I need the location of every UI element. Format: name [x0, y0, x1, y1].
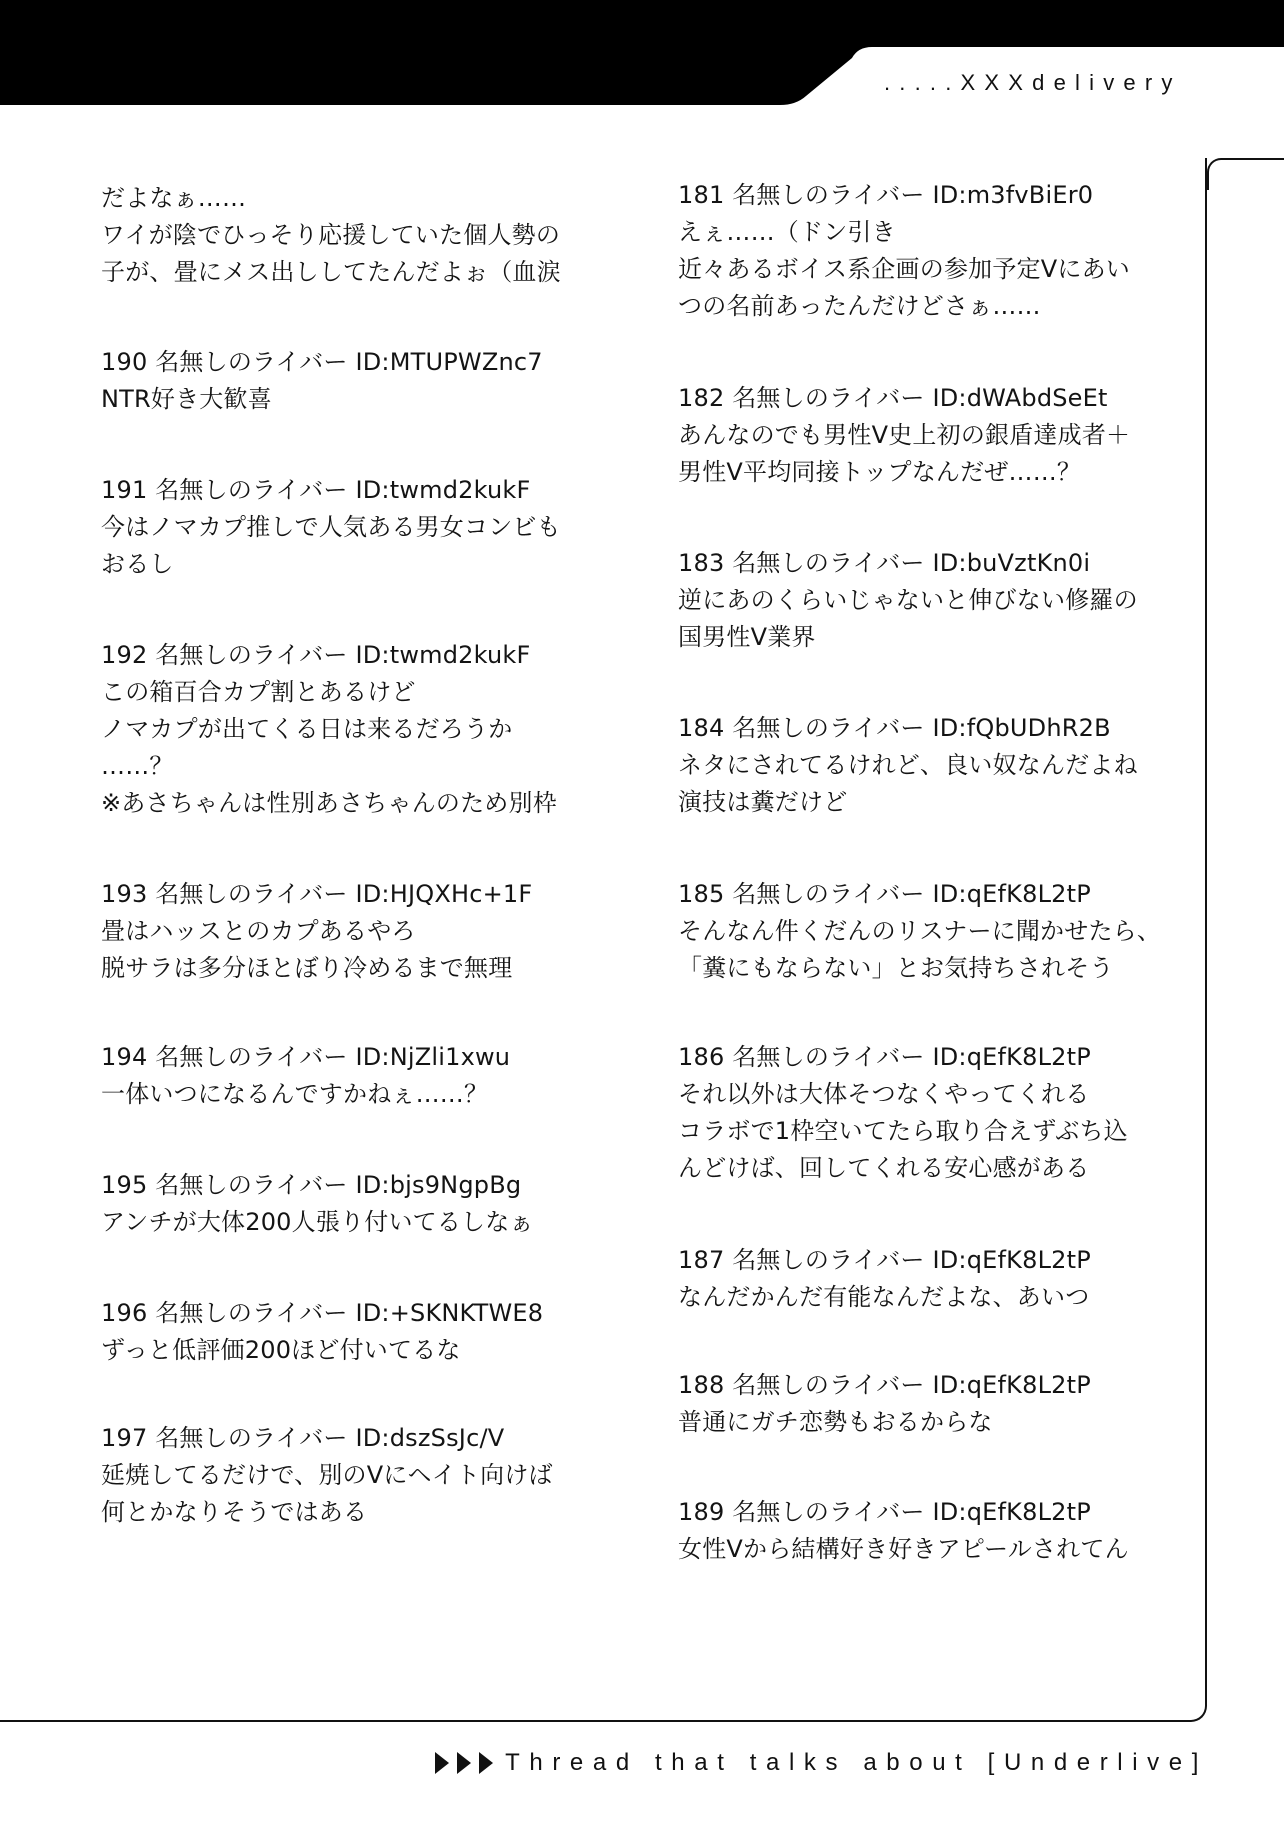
post-body-line: アンチが大体200人張り付いてるしなぁ — [101, 1208, 534, 1236]
running-footer — [424, 1744, 1208, 1782]
post-186 — [678, 1039, 1128, 1187]
post-body-line: ※あさちゃんは性別あさちゃんのため別枠 — [101, 789, 557, 817]
post-header: 191 名無しのライバー ID:twmd2kukF — [101, 476, 531, 504]
post-189 — [678, 1494, 1129, 1568]
post-body-line: 「糞にもならない」とお気持ちされそう — [678, 954, 1114, 982]
post-185 — [678, 876, 1161, 987]
post-continuation — [101, 180, 561, 291]
post-body-line: 一体いつになるんですかねぇ……？ — [101, 1080, 489, 1108]
post-header: 194 名無しのライバー ID:NjZli1xwu — [101, 1043, 511, 1071]
post-body-line: それ以外は大体そつなくやってくれる — [678, 1080, 1090, 1108]
post-184 — [678, 710, 1138, 821]
post-body-line: ずっと低評価200ほど付いてるな — [101, 1336, 461, 1364]
post-body-line: 近々あるボイス系企画の参加予定Vにあい — [678, 255, 1130, 283]
post-192 — [101, 637, 557, 822]
post-182 — [678, 380, 1130, 491]
post-body-line: 演技は糞だけど — [678, 788, 848, 816]
post-header: 197 名無しのライバー ID:dszSsJc/V — [101, 1424, 505, 1452]
footer-title: Thread that talks about [Underlive] — [505, 1749, 1208, 1776]
post-body-line: 何とかなりそうではある — [101, 1498, 368, 1526]
post-header: 188 名無しのライバー ID:qEfK8L2tP — [678, 1371, 1091, 1399]
post-header: 190 名無しのライバー ID:MTUPWZnc7 — [101, 348, 543, 376]
post-body-line: 普通にガチ恋勢もおるからな — [678, 1408, 993, 1436]
post-header: 186 名無しのライバー ID:qEfK8L2tP — [678, 1043, 1091, 1071]
post-194 — [101, 1039, 510, 1113]
post-body-line: つの名前あったんだけどさぁ…… — [678, 292, 1041, 320]
post-header: 181 名無しのライバー ID:m3fvBiEr0 — [678, 181, 1094, 209]
post-header: 183 名無しのライバー ID:buVztKn0i — [678, 549, 1091, 577]
post-body-line: 国男性V業界 — [678, 623, 816, 651]
post-body-line: おるし — [101, 550, 174, 578]
play-arrow-icon — [479, 1752, 493, 1774]
running-header-title: .....XXXdelivery — [884, 70, 1182, 95]
post-body-line: コラボで1枠空いてたら取り合えずぶち込 — [678, 1117, 1128, 1145]
post-193 — [101, 876, 532, 987]
post-181 — [678, 177, 1130, 325]
post-header: 195 名無しのライバー ID:bjs9NgpBg — [101, 1171, 522, 1199]
post-header: 193 名無しのライバー ID:HJQXHc+1F — [101, 880, 533, 908]
post-body-line: 男性V平均同接トップなんだぜ……？ — [678, 458, 1082, 486]
post-body-line: そんなん件くだんのリスナーに聞かせたら、 — [678, 917, 1162, 945]
post-body-line: 延焼してるだけで、別のVにヘイト向けば — [101, 1461, 553, 1489]
post-body-line: なんだかんだ有能なんだよな、あいつ — [678, 1283, 1090, 1311]
post-body-line: ……？ — [101, 752, 174, 780]
post-183 — [678, 545, 1138, 656]
post-body-line: あんなのでも男性V史上初の銀盾達成者＋ — [678, 421, 1131, 449]
post-header: 185 名無しのライバー ID:qEfK8L2tP — [678, 880, 1091, 908]
post-header: 187 名無しのライバー ID:qEfK8L2tP — [678, 1246, 1091, 1274]
post-header: 192 名無しのライバー ID:twmd2kukF — [101, 641, 531, 669]
post-body-line: 女性Vから結構好き好きアピールされてん — [678, 1535, 1129, 1563]
post-body-line: ネタにされてるけれど、良い奴なんだよね — [678, 751, 1138, 779]
post-body-line: 子が、畳にメス出ししてたんだよぉ（血涙 — [101, 258, 561, 286]
post-body-line: ノマカプが出てくる日は来るだろうか — [101, 715, 513, 743]
play-arrow-icon — [435, 1752, 449, 1774]
post-body-line: NTR好き大歓喜 — [101, 385, 272, 413]
post-196 — [101, 1295, 543, 1369]
page-frame-top-corner — [1207, 158, 1284, 190]
post-195 — [101, 1167, 534, 1241]
play-arrow-icon — [457, 1752, 471, 1774]
post-body-line: ワイが陰でひっそり応援していた個人勢の — [101, 221, 561, 249]
post-header: 184 名無しのライバー ID:fQbUDhR2B — [678, 714, 1111, 742]
post-body-line: 今はノマカプ推しで人気ある男女コンビも — [101, 513, 561, 541]
post-body-line: だよなぁ…… — [101, 184, 247, 212]
post-body-line: えぇ……（ドン引き — [678, 218, 896, 246]
footer-arrows — [435, 1752, 493, 1774]
post-body-line: んどけば、回してくれる安心感がある — [678, 1154, 1090, 1182]
post-body-line: 畳はハッスとのカプあるやろ — [101, 917, 416, 945]
post-190 — [101, 344, 543, 418]
post-body-line: 脱サラは多分ほとぼり冷めるまで無理 — [101, 954, 513, 982]
post-body-line: 逆にあのくらいじゃないと伸びない修羅の — [678, 586, 1138, 614]
post-191 — [101, 472, 561, 583]
post-187 — [678, 1242, 1091, 1316]
post-188 — [678, 1367, 1091, 1441]
post-header: 189 名無しのライバー ID:qEfK8L2tP — [678, 1498, 1091, 1526]
post-header: 182 名無しのライバー ID:dWAbdSeEt — [678, 384, 1108, 412]
post-header: 196 名無しのライバー ID:+SKNKTWE8 — [101, 1299, 544, 1327]
post-197 — [101, 1420, 553, 1531]
post-body-line: この箱百合カプ割とあるけど — [101, 678, 416, 706]
